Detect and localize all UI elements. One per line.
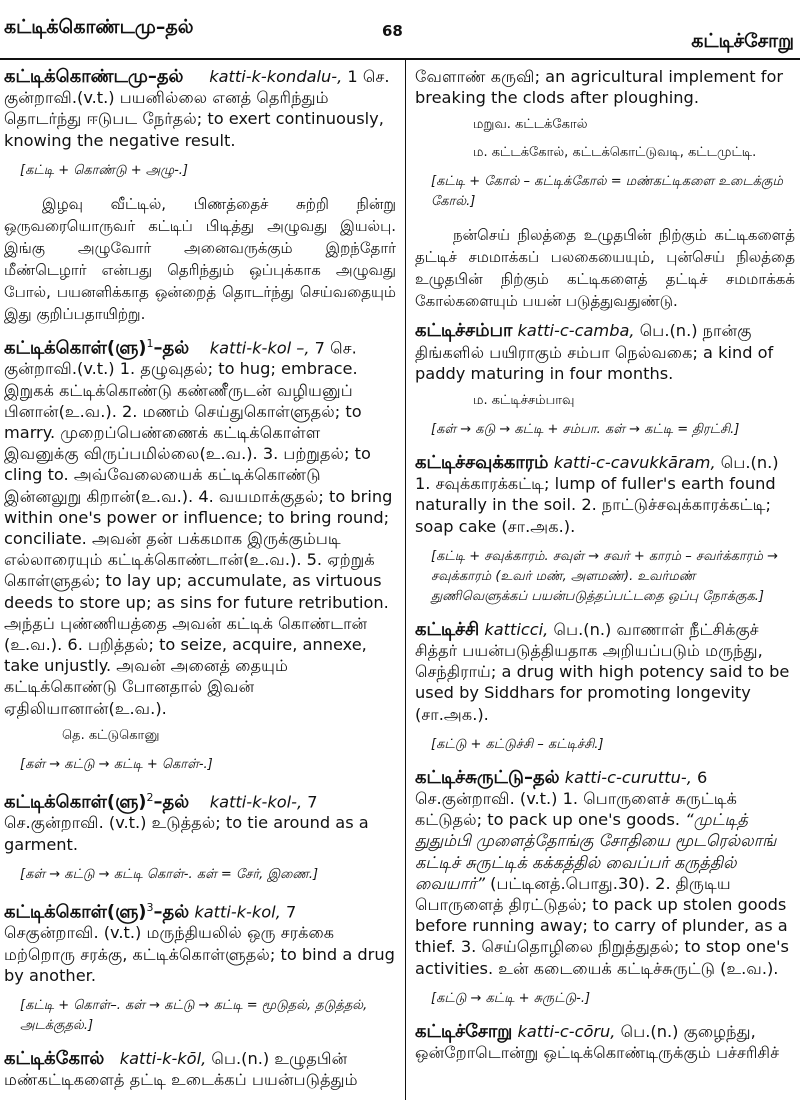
headword: கட்டிக்கொள்(ளு) [4, 337, 147, 359]
dictionary-entry [415, 767, 795, 979]
synonym-note: மறுவ. கட்டக்கோல் [473, 117, 588, 133]
definition: பெ.(n.) குழைந்து, ஒன்றோடொன்று ஒட்டிக்கொண்டிருக்கும் பச்சரிசிச் [415, 1021, 780, 1063]
literary-quotation: “முட்டித் துதும்பி முளைத்தோங்கு சோதியை மூடரெல்லாங் கட்டிச் சுருட்டிக் கக்கத்தில் வைப்பர் கருத்தில் வையார்” [415, 810, 777, 893]
right-column [415, 66, 795, 1096]
running-head-right: கட்டிச்சோறு [691, 30, 794, 52]
headword: கட்டிச்சம்பா [415, 320, 513, 342]
transliteration: katti-c-camba, [517, 321, 635, 341]
headword: கட்டிக்கொள்(ளு) [4, 901, 147, 923]
running-head-left: கட்டிக்கொண்டமு–தல் [4, 16, 194, 38]
explanatory-note: நன்செய் நிலத்தை உழுதபின் நிற்கும் கட்டிகளைத் தட்டிச் சமமாக்கப் பலகையையும், புன்செய் நிலத்தை உழுதபின் நிற்கும் கட்டிகளைத் தட்டிச் சமமாக்கக் கோல்களையும் பயன் படுத்துவதுண்டு. [415, 226, 795, 311]
entry-continuation [415, 66, 795, 108]
headword: கட்டிச்சி [415, 618, 480, 640]
transliteration: katti-c-curuttu-, [564, 767, 692, 787]
definition: பெ.(n.) 1. சவுக்காரக்கட்டி; lump of fuller's earth found naturally in the soil. 2. நாட்டுச்சவுக்காரக்கட்டி; soap cake (சா.அக.). [415, 453, 779, 536]
homonym-number: 2 [146, 790, 154, 804]
definition-continued: (பட்டினத்.பொது.30). 2. திருடிய பொருளைத் திரட்டுதல்; to pack up stolen goods before running away; to carry of plunder, as a thief. 3. செய்தொழிலை நிறுத்துதல்; to stop one's activities. உன் கடையைக் கட்டிச்சுருட்டு (உ.வ.). [415, 873, 789, 978]
transliteration: katti-k-kol-, [209, 792, 303, 812]
etymology: [கட்டி + சவுக்காரம். சவுள் → சவர் + காரம் – சவர்க்காரம் → சவுக்காரம் (உவர் மண், அளமண்). உவர்மண் துணிவெளுக்கப் பயன்படுத்தப்பட்டதை ஒப்பு நோக்குக.] [431, 548, 778, 604]
definition: பெ.(n.) உழுதபின் மண்கட்டிகளைத் தட்டி உடைக்கப் பயன்படுத்தும் [4, 1049, 358, 1090]
etymology: [கட்டி + கோல் – கட்டிக்கோல் = மண்கட்டிகளை உடைக்கும் கோல்.] [431, 174, 783, 210]
headword-suffix: –தல் [153, 337, 190, 359]
etymology: [கள் → கட்டு → கட்டி கொள்-. கள் = சேர், இணை.] [20, 866, 319, 882]
etymology: [கள் → கட்டு → கட்டி + கொள்-.] [20, 756, 213, 772]
column-divider [405, 60, 406, 1100]
header-rule [0, 58, 800, 60]
dictionary-entry [415, 619, 795, 725]
cognate: ம. கட்டிச்சம்பாவு [473, 393, 575, 409]
dictionary-entry [4, 787, 396, 855]
transliteration: katti-k-kol –, [209, 338, 310, 358]
dictionary-entry [4, 1048, 396, 1090]
definition: 1 செ. குன்றாவி.(v.t.) பயனில்லை எனத் தெரிந்தும் தொடர்ந்து ஈடுபட நேர்தல்; to exert continuously, knowing the negative result. [4, 67, 390, 150]
headword: கட்டிச்சவுக்காரம் [415, 452, 549, 474]
dictionary-entry [4, 897, 396, 986]
definition: பெ.(n.) நான்கு திங்களில் பயிராகும் சம்பா நெல்வகை; a kind of paddy maturing in four months. [415, 321, 774, 383]
left-column [4, 66, 396, 1096]
headword: கட்டிக்கோல் [4, 1048, 105, 1070]
transliteration: katti-k-kōl, [119, 1049, 207, 1069]
dictionary-entry [415, 320, 795, 384]
transliteration: katti-k-kol, [194, 902, 281, 922]
etymology: [கள் → கடு → கட்டி + சம்பா. கள் → கட்டி = திரட்சி.] [431, 422, 740, 438]
definition: பெ.(n.) வாணாள் நீட்சிக்குச் சித்தர் பயன்படுத்தியதாக அறியப்படும் மருந்து, செந்திராய்; a drug with high potency said to be used by Siddhars for promoting longevity (சா.அக.). [415, 619, 790, 724]
page-number: 68 [382, 22, 403, 40]
etymology: [கட்டு → கட்டி + சுருட்டு-.] [431, 990, 591, 1006]
transliteration: katti-c-cōru, [517, 1021, 616, 1041]
etymology: [கட்டி + கொண்டு + அழு-.] [20, 162, 188, 178]
cognate: தெ. கட்டுகொனு [62, 727, 160, 743]
etymology: [கட்டி + கொள்–. கள் → கட்டு → கட்டி = மூடுதல், தடுத்தல், அடக்குதல்.] [20, 998, 368, 1034]
definition: 7 செகுன்றாவி. (v.t.) மருந்தியலில் ஒரு சரக்கை மற்றொரு சரக்கு, கட்டிக்கொள்ளுதல்; to bind a drug by another. [4, 902, 395, 985]
headword-suffix: –தல் [153, 791, 190, 813]
dictionary-entry [415, 1021, 795, 1063]
transliteration: katticci, [484, 619, 549, 639]
dictionary-entry [4, 66, 396, 151]
cognate: ம. கட்டக்கோல், கட்டக்கொட்டுவடி, கட்டமுட்டி. [473, 145, 757, 161]
headword: கட்டிச்சுருட்டு–தல் [415, 766, 560, 788]
homonym-number: 1 [146, 336, 154, 350]
definition: 7 செ.குன்றாவி. (v.t.) உடுத்தல்; to tie around as a garment. [4, 792, 369, 854]
dictionary-entry [415, 452, 795, 537]
etymology: [கட்டு + கட்டுச்சி – கட்டிச்சி.] [431, 736, 604, 752]
headword-suffix: –தல் [153, 901, 190, 923]
transliteration: katti-c-cavukkāram, [553, 453, 716, 473]
headword: கட்டிச்சோறு [415, 1020, 513, 1042]
explanatory-note: இழவு வீட்டில், பிணத்தைச் சுற்றி நின்று ஒருவரையொருவர் கட்டிப் பிடித்து அழுவது இயல்பு. இங்கு அழுவோர் அனைவருக்கும் இறந்தோர் மீண்டெழார் என்பது தெரிந்தும் ஒப்புக்காக அழுவது போல், பயனளிக்காத ஒன்றைத் தொடர்ந்து செய்வதையும் இது குறிப்பதாயிற்று. [4, 194, 396, 323]
headword: கட்டிக்கொண்டமு–தல் [4, 66, 184, 87]
headword: கட்டிக்கொள்(ளு) [4, 791, 147, 813]
transliteration: katti-k-kondalu-, [209, 67, 343, 86]
definition: 6 செ.குன்றாவி. (v.t.) 1. பொருளைச் சுருட்டிக் கட்டுதல்; to pack up one's goods. [415, 767, 738, 830]
homonym-number: 3 [146, 900, 154, 914]
definition: வேளாண் கருவி; an agricultural implement for breaking the clods after ploughing. [415, 67, 784, 108]
dictionary-entry [4, 333, 396, 719]
page-header [0, 0, 800, 52]
definition: 7 செ. குன்றாவி.(v.t.) 1. தழுவுதல்; to hug; embrace. இறுகக் கட்டிக்கொண்டு கண்ணீருடன் வழியனுப் பினான்(உ.வ.). 2. மணம் செய்துகொள்ளுதல்; to marry. முறைப்பெண்ணைக் கட்டிக்கொள்ள இவனுக்கு விருப்பமில்லை(உ.வ.). 3. பற்றுதல்; to cling to. அவ்வேலையைக் கட்டிக்கொண்டு இன்னலுறு கிறான்(உ.வ.). 4. வயமாக்குதல்; to bring within one's power or influence; to bring round; conciliate. அவன் தன் பக்கமாக இருக்கும்படி எல்லாரையும் கட்டிக்கொண்டான்(உ.வ.). 5. ஏற்றுக் கொள்ளுதல்; to lay up; accumulate, as virtuous deeds to store up; as sins for future retribution. அந்தப் புண்ணியத்தை அவன் கட்டிக் கொண்டான் (உ.வ.). 6. பறித்தல்; to seize, acquire, annexe, take unjustly. அவன் அனைத் தையும் கட்டிக்கொண்டு போனதால் இவன் ஏதிலியானான்(உ.வ.). [4, 338, 393, 718]
